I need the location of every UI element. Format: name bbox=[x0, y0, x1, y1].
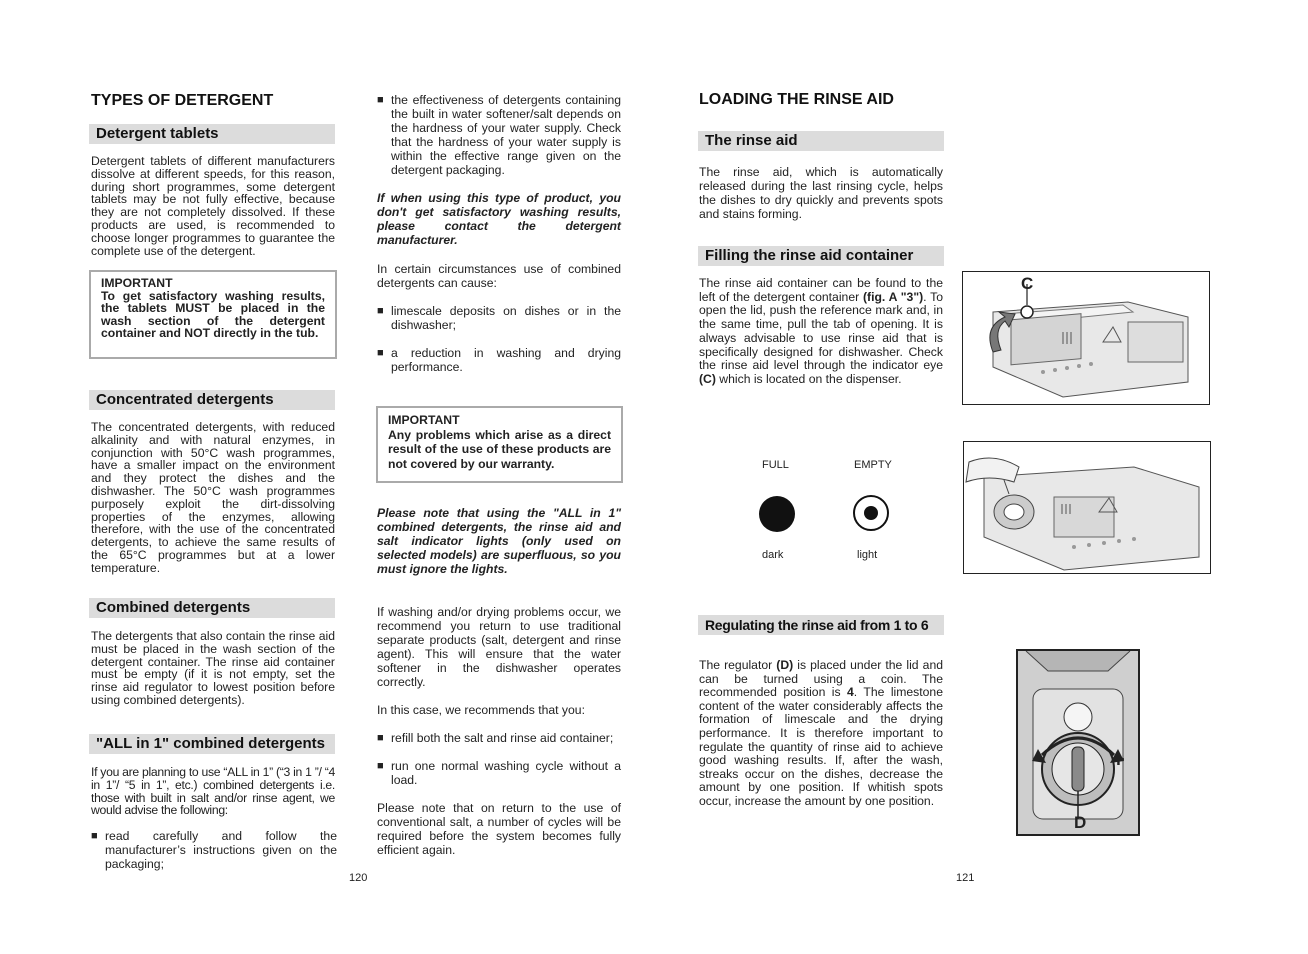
regulator-reference: (D) bbox=[776, 658, 794, 672]
recommended-position: 4 bbox=[847, 685, 854, 700]
bullet-limescale: ■ limescale deposits on dishes or in the dishwasher; bbox=[377, 304, 621, 332]
regulating-paragraph bbox=[699, 659, 943, 809]
figure-dispenser-indicator bbox=[962, 271, 1210, 405]
important-body: Any problems which arise as a direct result of the use of these products are not covered by our warranty. bbox=[388, 427, 611, 471]
indicator-empty-label: EMPTY bbox=[854, 459, 892, 471]
figure-pouring-rinse-aid bbox=[963, 441, 1211, 574]
regulating-text-a: The regulator bbox=[699, 658, 777, 672]
dispenser-illustration bbox=[963, 272, 1209, 404]
regulator-illustration bbox=[1018, 651, 1138, 834]
page-number-left: 120 bbox=[349, 872, 368, 884]
important-box-tablets bbox=[89, 270, 337, 359]
plus-icon: + bbox=[1112, 747, 1125, 772]
allin1-paragraph: If you are planning to use “ALL in 1” (“3 in 1 ”/ “4 in 1”/ “5 in 1”, etc.) combined detergents i.e. those with built in salt and/or rinse agent, we would advise the following: bbox=[91, 765, 335, 818]
bullet-reduction: ■ a reduction in washing and drying performance. bbox=[377, 346, 621, 374]
italic-note-manufacturer: If when using this type of product, you don't get satisfactory washing results, please contact the detergent manufacturer. bbox=[377, 191, 621, 247]
heading-regulating: Regulating the rinse aid from 1 to 6 bbox=[698, 615, 944, 635]
empty-indicator-icon bbox=[852, 494, 892, 534]
pouring-illustration bbox=[964, 442, 1210, 573]
heading-the-rinse-aid: The rinse aid bbox=[698, 131, 944, 151]
bullet-read-manufacturer: ■ read carefully and follow the manufacturer’s instructions given on the packaging; bbox=[91, 829, 337, 871]
filling-text-a: The rinse aid container can be found to the left of the detergent container bbox=[699, 276, 943, 304]
indicator-light-label: light bbox=[857, 549, 878, 561]
minus-icon: - bbox=[1038, 745, 1046, 770]
heading-concentrated-detergents: Concentrated detergents bbox=[89, 390, 335, 410]
indicator-full-label: FULL bbox=[762, 459, 789, 471]
bullet-refill: ■ refill both the salt and rinse aid container; bbox=[377, 731, 621, 745]
circumstances-intro: In certain circumstances use of combined detergents can cause: bbox=[377, 262, 621, 290]
section-title-types-of-detergent: TYPES OF DETERGENT bbox=[91, 92, 274, 109]
section-title-loading-rinse-aid: LOADING THE RINSE AID bbox=[699, 91, 894, 108]
rinse-aid-paragraph: The rinse aid, which is automatically released during the last rinsing cycle, helps the dishes to dry quickly and prevents spots and stains forming. bbox=[699, 165, 943, 221]
filling-text-c: which is located on the dispenser. bbox=[715, 371, 902, 386]
indicator-c-label: C bbox=[1021, 274, 1034, 293]
heading-combined-detergents: Combined detergents bbox=[89, 598, 335, 618]
tablets-paragraph: Detergent tablets of different manufacturers dissolve at different speeds, for this reason, during short programmes, some detergent tablets may be not fully effective, because they are not completely dissolved. If these products are used, is recommended to choose longer programmes to guarantee the complete use of the detergent. bbox=[91, 154, 335, 258]
recommend-paragraph: In this case, we recommends that you: bbox=[377, 703, 585, 717]
regulating-text-b: is placed under the lid and can be turned using a coin. The recommended position is bbox=[699, 658, 943, 700]
filling-paragraph bbox=[699, 277, 943, 387]
important-box-warranty bbox=[376, 406, 623, 483]
figure-a-reference: (fig. A "3") bbox=[862, 289, 924, 304]
important-title: IMPORTANT bbox=[388, 413, 460, 427]
heading-filling-container: Filling the rinse aid container bbox=[698, 246, 944, 266]
important-body: To get satisfactory washing results, the tablets MUST be placed in the wash section of the detergent container and NOT directly in the tub. bbox=[101, 288, 325, 340]
regulator-d-label: D bbox=[1074, 813, 1087, 832]
filling-text-b: . To open the lid, push the reference mark and, in the same time, pull the tab of opening. It is always advisable to use rinse aid that is specifically designed for dishwasher. Check the rinse aid level through the indicator eye bbox=[699, 289, 943, 373]
concentrated-paragraph: The concentrated detergents, with reduced alkalinity and with natural enzymes, in conjunction with 50°C wash programmes, have a smaller impact on the environment and they protect the dishes and the dishwasher. The 50°C wash programmes purposely exploit the dirt-dissolving properties of the enzymes, allowing therefore, with the use of the concentrated detergents, to achieve the same results of the 65°C programmes but at a lower temperature. bbox=[91, 420, 335, 575]
heading-all-in-1: "ALL in 1" combined detergents bbox=[89, 734, 335, 754]
italic-note-indicator-lights: Please note that using the "ALL in 1" combined detergents, the rinse aid and salt indicator lights (only used on selected models) are superfluous, so you must ignore the lights. bbox=[377, 506, 621, 576]
full-indicator-icon bbox=[757, 494, 797, 534]
page-number-right: 121 bbox=[956, 872, 975, 884]
figure-regulator bbox=[1016, 649, 1140, 836]
combined-paragraph: The detergents that also contain the rinse aid must be placed in the wash section of the detergent container. The rinse aid container must be empty (if it is not empty, set the rinse aid regulator to lowest position before using combined detergents). bbox=[91, 629, 335, 707]
bullet-run-cycle: ■ run one normal washing cycle without a load. bbox=[377, 759, 621, 787]
conventional-salt-paragraph: Please note that on return to the use of conventional salt, a number of cycles will be required before the system becomes fully efficient again. bbox=[377, 801, 621, 857]
indicator-eye-reference: (C) bbox=[699, 371, 716, 386]
regulating-text-c: . The limestone content of the water considerably affects the formation of limescale and the drying performance. It is therefore important to regulate the quantity of rinse aid to achieve good washing results. If, after the wash, streaks occur on the dishes, decrease the amount by one position. If whitish spots occur, increase the amount by one position. bbox=[699, 685, 943, 808]
indicator-dark-label: dark bbox=[762, 549, 784, 561]
heading-detergent-tablets: Detergent tablets bbox=[89, 124, 335, 144]
problems-paragraph: If washing and/or drying problems occur, we recommend you return to use traditional separate products (salt, detergent and rinse agent). This will ensure that the water softener in the dishwasher operates correctly. bbox=[377, 605, 621, 689]
bullet-effectiveness: ■ the effectiveness of detergents containing the built in water softener/salt depends on the hardness of your water supply. Check that the hardness of your water supply is within the effective range given on the detergent packaging. bbox=[377, 93, 621, 177]
important-title: IMPORTANT bbox=[101, 276, 173, 290]
